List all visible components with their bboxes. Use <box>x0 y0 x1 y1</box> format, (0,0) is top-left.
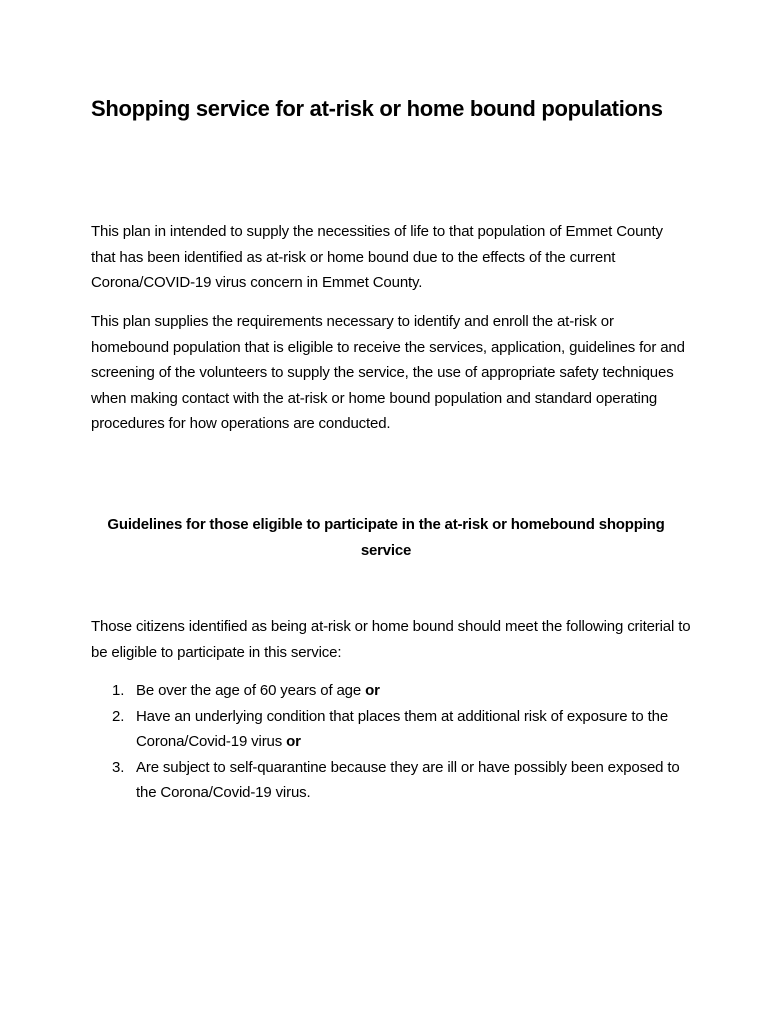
criteria-list <box>91 678 691 806</box>
document-title: Shopping service for at-risk or home bound populations <box>91 96 663 121</box>
list-item <box>91 704 691 755</box>
list-item-emphasis: or <box>365 682 380 699</box>
eligibility-paragraph: Those citizens identified as being at-risk or home bound should meet the following criterial to be eligible to participate in this service: <box>91 618 691 661</box>
list-item-text: Be over the age of 60 years of age <box>136 682 366 699</box>
list-item-number: 1. <box>112 682 125 699</box>
list-item-emphasis: or <box>286 733 301 750</box>
guidelines-heading: Guidelines for those eligible to participate in the at-risk or homebound shopping service <box>107 516 665 559</box>
list-item-number: 2. <box>112 707 125 725</box>
requirements-paragraph: This plan supplies the requirements necessary to identify and enroll the at-risk or homebound population that is eligible to receive the services, application, guidelines for and screening of the volunteers to supply the service, the use of appropriate safety techniques when making contact with the at-risk or home bound population and standard operating procedures for how operations are conducted. <box>91 313 685 432</box>
list-item <box>91 678 691 704</box>
intro-paragraph: This plan in intended to supply the necessities of life to that population of Emmet County that has been identified as at-risk or home bound due to the effects of the current Corona/COVID-19 virus concern in Emmet County. <box>91 223 663 291</box>
list-item-text: Are subject to self-quarantine because they are ill or have possibly been exposed to the Corona/Covid-19 virus. <box>136 758 680 801</box>
list-item <box>91 755 691 806</box>
list-item-text: Have an underlying condition that places them at additional risk of exposure to the Corona/Covid-19 virus <box>136 707 669 750</box>
list-item-number: 3. <box>112 758 125 776</box>
